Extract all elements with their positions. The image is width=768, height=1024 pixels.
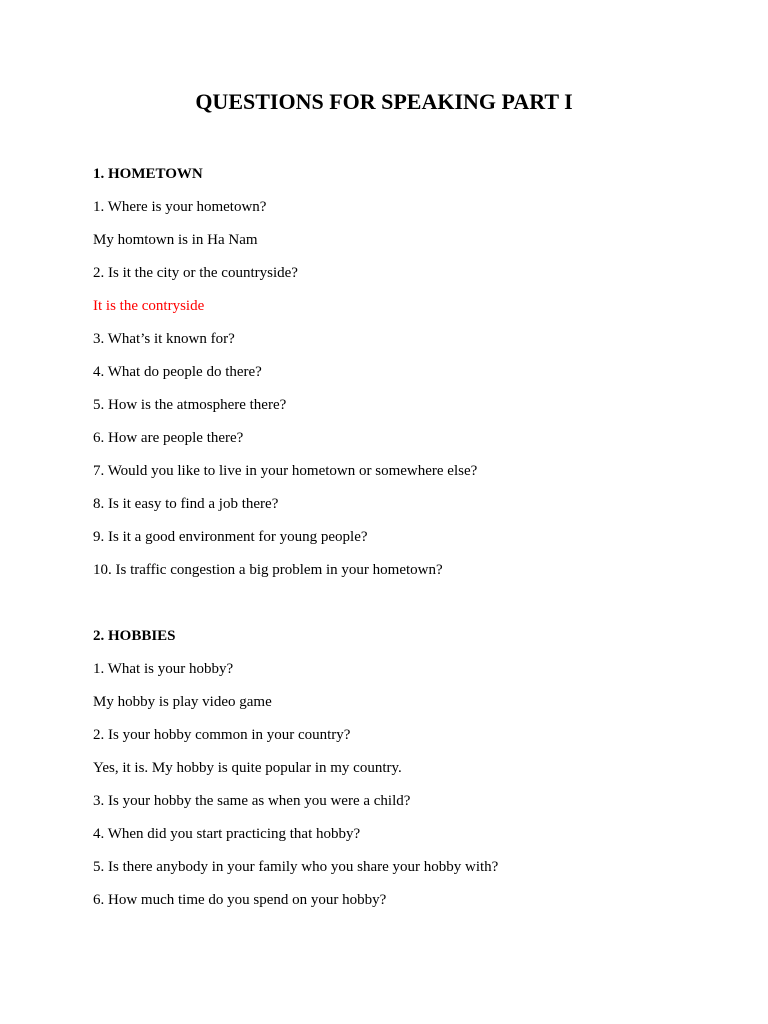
question-line: 3. Is your hobby the same as when you were a child? <box>93 793 411 809</box>
section-heading-hometown: 1. HOMETOWN <box>93 166 203 182</box>
question-line: 10. Is traffic congestion a big problem in your hometown? <box>93 562 443 578</box>
question-line: 9. Is it a good environment for young people? <box>93 529 368 545</box>
section-heading-hobbies: 2. HOBBIES <box>93 628 176 644</box>
answer-line: My homtown is in Ha Nam <box>93 232 258 248</box>
answer-line-highlighted: It is the contryside <box>93 298 205 314</box>
question-line: 2. Is your hobby common in your country? <box>93 727 351 743</box>
answer-line: Yes, it is. My hobby is quite popular in my country. <box>93 760 402 776</box>
question-line: 1. What is your hobby? <box>93 661 234 677</box>
question-line: 6. How much time do you spend on your hobby? <box>93 892 387 908</box>
question-line: 4. When did you start practicing that hobby? <box>93 826 361 842</box>
question-line: 1. Where is your hometown? <box>93 199 267 215</box>
question-line: 8. Is it easy to find a job there? <box>93 496 279 512</box>
question-line: 5. Is there anybody in your family who you share your hobby with? <box>93 859 499 875</box>
question-line: 2. Is it the city or the countryside? <box>93 265 298 281</box>
question-line: 4. What do people do there? <box>93 364 262 380</box>
document-title: QUESTIONS FOR SPEAKING PART I <box>195 89 573 114</box>
question-line: 3. What’s it known for? <box>93 331 235 347</box>
question-line: 5. How is the atmosphere there? <box>93 397 287 413</box>
question-line: 6. How are people there? <box>93 430 244 446</box>
answer-line: My hobby is play video game <box>93 694 272 710</box>
question-line: 7. Would you like to live in your hometown or somewhere else? <box>93 463 478 479</box>
